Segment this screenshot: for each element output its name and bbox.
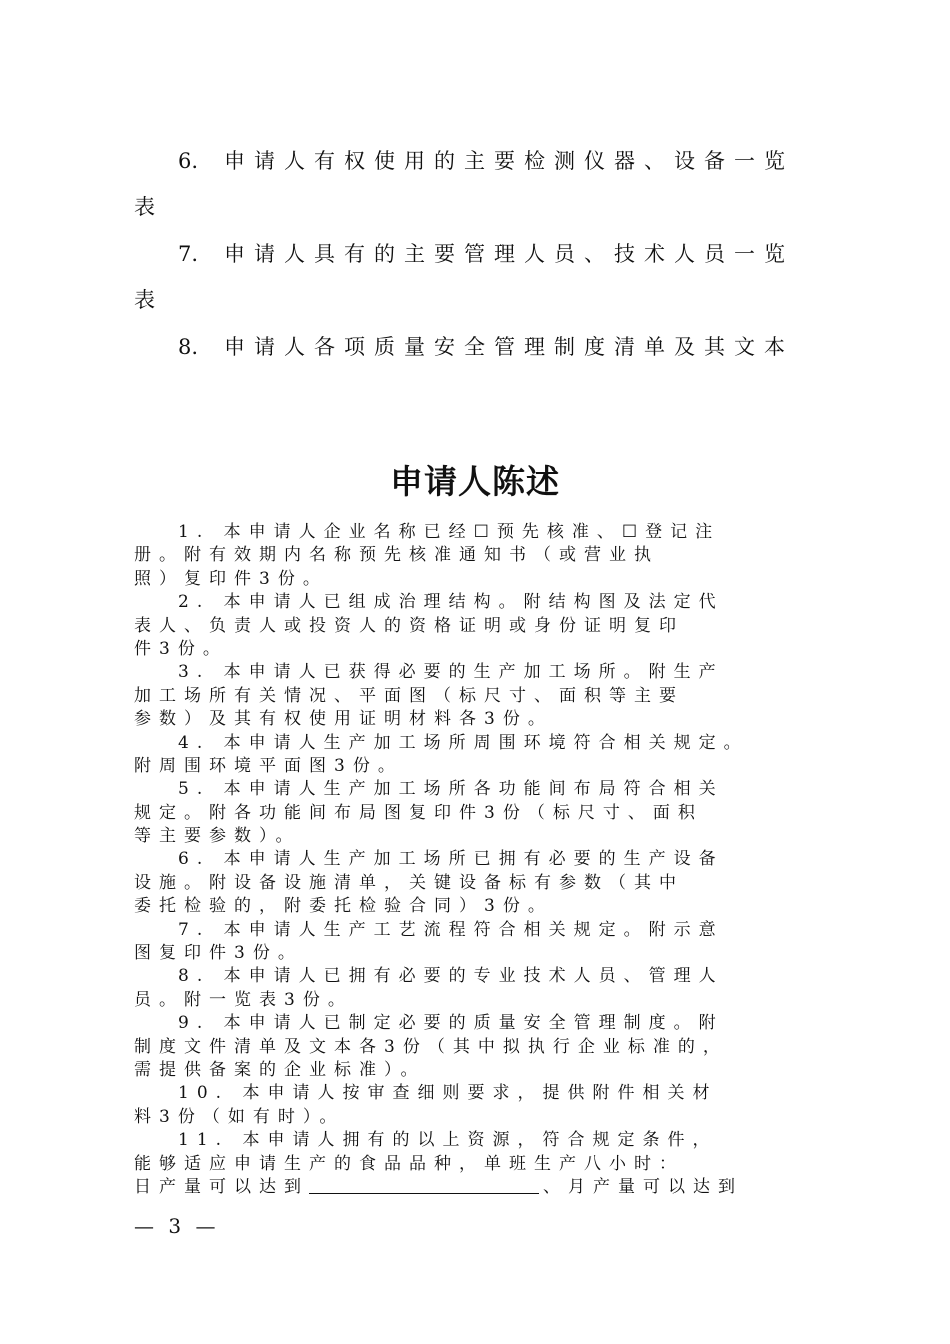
statement-line: 3. 本申请人已获得必要的生产加工场所。附生产 [178, 662, 724, 683]
statement-7 [134, 919, 824, 966]
statement-10 [134, 1082, 824, 1129]
attachment-line [134, 138, 810, 184]
statement-9 [134, 1012, 824, 1082]
attachment-text-cont: 表 [134, 195, 164, 219]
attachment-line [134, 231, 810, 277]
attachment-item-6 [134, 138, 810, 230]
daily-output-blank[interactable] [309, 1177, 539, 1194]
statement-line: 册。附有效期内名称预先核准通知书（或营业执 [134, 545, 659, 566]
statement-4 [134, 732, 824, 779]
statement-line: 附周围环境平面图3份。 [134, 755, 403, 776]
monthly-output-label: 、月产量可以达到 [543, 1176, 743, 1197]
statement-line: 设施。附设备设施清单，关键设备标有参数（其中 [134, 872, 684, 893]
statement-line: 照）复印件3份。 [134, 568, 328, 589]
statement-line: 1. 本申请人企业名称已经☐预先核准、☐登记注 [178, 522, 721, 542]
statement-8 [134, 965, 824, 1012]
statement-line: 需提供备案的企业标准）。 [134, 1059, 426, 1080]
statement-line: 图复印件3份。 [134, 943, 303, 964]
attachment-text: 申请人具有的主要管理人员、技术人员一览 [224, 242, 794, 266]
statement-line: 能够适应申请生产的食品品种，单班生产八小时： [134, 1153, 684, 1174]
statement-line: 委托检验的，附委托检验合同）3份。 [134, 896, 553, 917]
statement-1 [134, 521, 824, 591]
statement-line-with-blank [134, 1176, 824, 1199]
statement-line: 6. 本申请人生产加工场所已拥有必要的生产设备 [178, 849, 724, 870]
statement-line: 4. 本申请人生产加工场所周围环境符合相关规定。 [178, 732, 749, 753]
statement-line: 员。附一览表3份。 [134, 989, 353, 1010]
statement-line: 5. 本申请人生产加工场所各功能间布局符合相关 [178, 779, 724, 800]
statement-line: 件3份。 [134, 638, 228, 659]
statement-2 [134, 591, 824, 661]
statement-line: 8. 本申请人已拥有必要的专业技术人员、管理人 [178, 966, 724, 987]
statement-line: 10. 本申请人按审查细则要求，提供附件相关材 [178, 1083, 718, 1104]
statement-line: 加工场所有关情况、平面图（标尺寸、面积等主要 [134, 685, 684, 706]
statement-line: 制度文件清单及文本各3份（其中拟执行企业标准的， [134, 1036, 728, 1057]
statement-line: 表人、负责人或投资人的资格证明或身份证明复印 [134, 615, 684, 636]
daily-output-label: 日产量可以达到 [134, 1176, 309, 1197]
statement-5 [134, 778, 824, 848]
statement-6 [134, 848, 824, 918]
statement-line: 2. 本申请人已组成治理结构。附结构图及法定代 [178, 592, 724, 613]
page-number: — 3 — [134, 1214, 220, 1238]
attachment-number: 7. [178, 242, 199, 266]
statement-list [134, 521, 824, 1199]
statement-line: 等主要参数）。 [134, 826, 301, 847]
attachment-text: 申请人各项质量安全管理制度清单及其文本 [224, 335, 794, 359]
attachment-line [134, 324, 810, 370]
statement-11 [134, 1129, 824, 1199]
statement-3 [134, 661, 824, 731]
statement-line: 9. 本申请人已制定必要的质量安全管理制度。附 [178, 1013, 724, 1034]
section-title: 申请人陈述 [390, 462, 560, 501]
attachment-number: 8. [178, 335, 199, 359]
statement-line: 7. 本申请人生产工艺流程符合相关规定。附示意 [178, 919, 724, 940]
statement-line: 料3份（如有时）。 [134, 1106, 345, 1127]
attachment-item-7 [134, 231, 810, 323]
attachment-text: 申请人有权使用的主要检测仪器、设备一览 [224, 149, 794, 173]
attachment-number: 6. [178, 149, 199, 173]
statement-line: 11. 本申请人拥有的以上资源，符合规定条件， [178, 1130, 718, 1151]
statement-line: 参数）及其有权使用证明材料各3份。 [134, 709, 553, 730]
attachment-text-cont: 表 [134, 288, 164, 312]
attachment-item-8 [134, 324, 810, 370]
statement-line: 规定。附各功能间布局图复印件3份（标尺寸、面积 [134, 802, 703, 823]
